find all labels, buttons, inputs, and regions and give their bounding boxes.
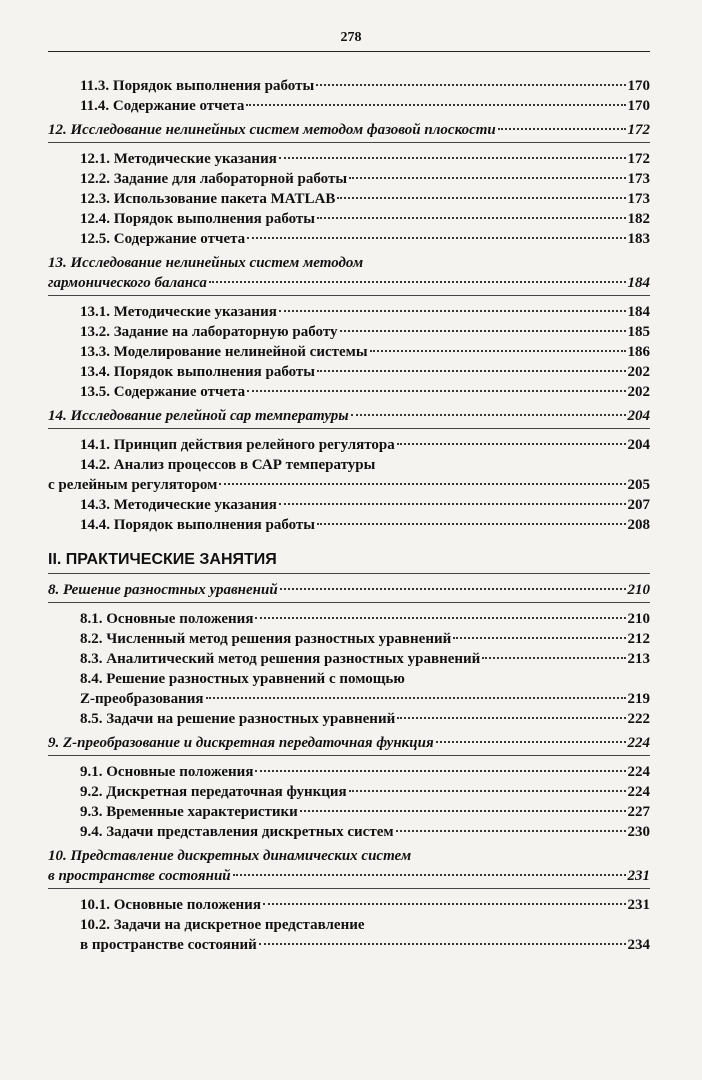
entry-page: 230 xyxy=(627,824,650,840)
dot-leader xyxy=(255,770,625,772)
chapter-page: 204 xyxy=(627,408,650,424)
toc-entry xyxy=(48,229,650,249)
divider xyxy=(48,142,650,143)
dot-leader xyxy=(279,157,626,159)
toc-chapter xyxy=(48,120,650,140)
chapter-title: 14. Исследование релейной сар температуры xyxy=(48,408,349,424)
dot-leader xyxy=(209,281,626,283)
toc-entry xyxy=(48,629,650,649)
dot-leader xyxy=(316,84,625,86)
chapter-page: 184 xyxy=(627,275,650,291)
entry-title: 14.4. Порядок выполнения работы xyxy=(80,517,316,533)
chapter-title-line: 13. Исследование нелинейных систем методом xyxy=(48,255,364,271)
divider xyxy=(48,755,650,756)
entry-title: 13.1. Методические указания xyxy=(80,304,277,320)
entry-title: 13.5. Содержание отчета xyxy=(80,384,246,400)
entry-page: 173 xyxy=(627,191,650,207)
entry-page: 234 xyxy=(627,937,650,953)
chapter-page: 210 xyxy=(627,582,650,598)
divider xyxy=(48,428,650,429)
chapter-page: 231 xyxy=(627,868,650,884)
entry-title: 13.4. Порядок выполнения работы xyxy=(80,364,316,380)
dot-leader xyxy=(300,810,626,812)
toc-entry xyxy=(48,362,650,382)
entry-page: 207 xyxy=(627,497,650,513)
dot-leader xyxy=(351,414,626,416)
divider xyxy=(48,295,650,296)
toc-entry xyxy=(48,149,650,169)
chapter-page: 224 xyxy=(627,735,650,751)
entry-page: 170 xyxy=(627,98,650,114)
toc-entry xyxy=(48,76,650,96)
dot-leader xyxy=(370,350,626,352)
entry-page: 172 xyxy=(627,151,650,167)
divider xyxy=(48,888,650,889)
entry-title: 10.1. Основные положения xyxy=(80,897,261,913)
entry-title: Z-преобразования xyxy=(80,691,204,707)
toc-chapter xyxy=(48,866,650,886)
entry-page: 202 xyxy=(627,364,650,380)
toc-entry xyxy=(48,382,650,402)
toc-entry xyxy=(48,782,650,802)
entry-page: 202 xyxy=(627,384,650,400)
dot-leader xyxy=(317,523,625,525)
dot-leader xyxy=(340,330,626,332)
entry-page: 227 xyxy=(627,804,650,820)
dot-leader xyxy=(279,503,626,505)
toc-entry xyxy=(48,322,650,342)
toc-entry xyxy=(48,435,650,455)
entry-title: 12.4. Порядок выполнения работы xyxy=(80,211,316,227)
entry-page: 213 xyxy=(627,651,650,667)
entry-title: 8.1. Основные положения xyxy=(80,611,254,627)
dot-leader xyxy=(219,483,625,485)
dot-leader xyxy=(255,617,625,619)
entry-title: 8.5. Задачи на решение разностных уравнений xyxy=(80,711,396,727)
entry-title: с релейным регулятором xyxy=(48,477,218,493)
dot-leader xyxy=(317,370,625,372)
chapter-page: 172 xyxy=(627,122,650,138)
entry-page: 224 xyxy=(627,784,650,800)
dot-leader xyxy=(436,741,626,743)
dot-leader xyxy=(247,237,625,239)
entry-title: 9.4. Задачи представления дискретных систем xyxy=(80,824,394,840)
entry-title: в пространстве состояний xyxy=(80,937,257,953)
entry-title: 12.1. Методические указания xyxy=(80,151,277,167)
entry-title: 8.2. Численный метод решения разностных уравнений xyxy=(80,631,452,647)
chapter-title: 9. Z-преобразование и дискретная передаточная функция xyxy=(48,735,434,751)
entry-page: 184 xyxy=(627,304,650,320)
entry-title: 9.3. Временные характеристики xyxy=(80,804,298,820)
entry-title: 14.3. Методические указания xyxy=(80,497,277,513)
toc-entry xyxy=(48,895,650,915)
dot-leader xyxy=(280,588,626,590)
divider xyxy=(48,573,650,574)
dot-leader xyxy=(396,830,626,832)
toc-entry xyxy=(48,515,650,535)
chapter-title: 12. Исследование нелинейных систем методом фазовой плоскости xyxy=(48,122,496,138)
entry-title-line: 10.2. Задачи на дискретное представление xyxy=(80,917,365,933)
dot-leader xyxy=(246,104,625,106)
chapter-title-line: 10. Представление дискретных динамических систем xyxy=(48,848,412,864)
entry-page: 224 xyxy=(627,764,650,780)
toc-chapter xyxy=(48,273,650,293)
toc-chapter xyxy=(48,733,650,753)
entry-title-line: 14.2. Анализ процессов в САР температуры xyxy=(80,457,376,473)
entry-title: 8.3. Аналитический метод решения разностных уравнений xyxy=(80,651,481,667)
toc-entry xyxy=(48,342,650,362)
chapter-title: 8. Решение разностных уравнений xyxy=(48,582,278,598)
chapter-title: гармонического баланса xyxy=(48,275,207,291)
entry-title: 12.2. Задание для лабораторной работы xyxy=(80,171,348,187)
toc-entry xyxy=(48,209,650,229)
entry-page: 170 xyxy=(627,78,650,94)
toc-chapter xyxy=(48,406,650,426)
dot-leader xyxy=(259,943,626,945)
entry-title: 9.2. Дискретная передаточная функция xyxy=(80,784,347,800)
dot-leader xyxy=(397,443,626,445)
dot-leader xyxy=(349,790,626,792)
dot-leader xyxy=(397,717,625,719)
toc-entry xyxy=(48,495,650,515)
entry-title: 14.1. Принцип действия релейного регулятора xyxy=(80,437,395,453)
dot-leader xyxy=(279,310,626,312)
entry-page: 186 xyxy=(627,344,650,360)
entry-page: 210 xyxy=(627,611,650,627)
entry-title: 12.5. Содержание отчета xyxy=(80,231,246,247)
dot-leader xyxy=(206,697,626,699)
header-rule xyxy=(48,51,650,52)
entry-title: 12.3. Использование пакета MATLAB xyxy=(80,191,336,207)
entry-title: 13.2. Задание на лабораторную работу xyxy=(80,324,338,340)
entry-page: 173 xyxy=(627,171,650,187)
entry-title: 11.3. Порядок выполнения работы xyxy=(80,78,315,94)
toc-entry xyxy=(48,169,650,189)
toc-entry xyxy=(48,475,650,495)
dot-leader xyxy=(498,128,626,130)
entry-page: 204 xyxy=(627,437,650,453)
dot-leader xyxy=(349,177,625,179)
section-heading: II. ПРАКТИЧЕСКИЕ ЗАНЯТИЯ xyxy=(48,551,277,568)
dot-leader xyxy=(247,390,625,392)
entry-title: 11.4. Содержание отчета xyxy=(80,98,245,114)
entry-page: 219 xyxy=(627,691,650,707)
entry-page: 231 xyxy=(627,897,650,913)
dot-leader xyxy=(337,197,625,199)
dot-leader xyxy=(233,874,626,876)
entry-title-line: 8.4. Решение разностных уравнений с помощью xyxy=(80,671,405,687)
toc-entry xyxy=(48,709,650,729)
toc-entry xyxy=(48,649,650,669)
entry-page: 212 xyxy=(627,631,650,647)
chapter-title: в пространстве состояний xyxy=(48,868,231,884)
toc-entry xyxy=(48,802,650,822)
entry-page: 185 xyxy=(627,324,650,340)
divider xyxy=(48,602,650,603)
toc-chapter xyxy=(48,580,650,600)
toc-entry xyxy=(48,935,650,955)
toc-entry xyxy=(48,96,650,116)
entry-page: 208 xyxy=(627,517,650,533)
toc-entry xyxy=(48,302,650,322)
toc-entry xyxy=(48,609,650,629)
toc-entry xyxy=(48,762,650,782)
entry-title: 13.3. Моделирование нелинейной системы xyxy=(80,344,368,360)
toc-entry xyxy=(48,822,650,842)
dot-leader xyxy=(317,217,625,219)
entry-title: 9.1. Основные положения xyxy=(80,764,254,780)
dot-leader xyxy=(263,903,626,905)
dot-leader xyxy=(453,637,625,639)
page-number: 278 xyxy=(340,30,362,45)
entry-page: 205 xyxy=(627,477,650,493)
dot-leader xyxy=(482,657,625,659)
entry-page: 183 xyxy=(627,231,650,247)
entry-page: 222 xyxy=(627,711,650,727)
entry-page: 182 xyxy=(627,211,650,227)
table-of-contents xyxy=(48,76,650,955)
toc-entry xyxy=(48,189,650,209)
toc-entry xyxy=(48,689,650,709)
